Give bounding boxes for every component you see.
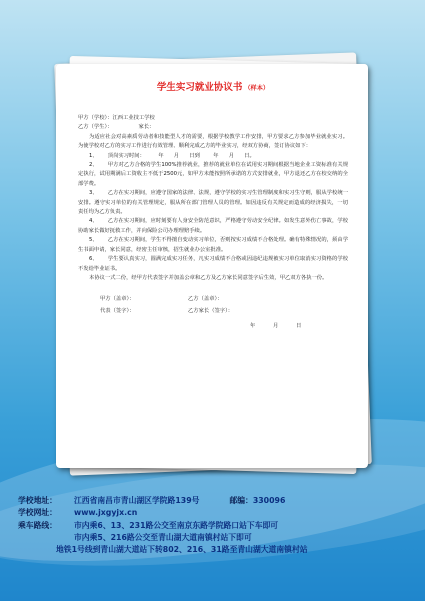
- party-a-value: 江西工业技工学校: [112, 115, 155, 121]
- route-line-2: 市内乘5、216路公交至青山湖大道南镇村站下即可: [74, 532, 252, 542]
- item-2: [78, 161, 348, 189]
- address-label: 学校地址：: [18, 496, 57, 505]
- item-text: 乙方在实习期间，应时刻要有人身安全防范意识，严格遵守劳动安全纪律。如发生意外伤亡事故，学校协助家长做好抚救工作，并向保险公司办理理赔手续。: [78, 218, 348, 234]
- closing-paragraph: 本协议一式二份，经甲方代表签字并加盖公章和乙方及乙方家长同意签字后生效，甲乙双方各执一份。: [89, 274, 328, 281]
- period-label: 顶岗实习时间：: [107, 152, 145, 159]
- item-number: 1、: [89, 152, 98, 159]
- website-link[interactable]: www.jxgyjx.cn: [74, 508, 138, 518]
- sign-year: 年: [250, 323, 256, 330]
- document-title-text: 学生实习就业协议书: [156, 82, 243, 93]
- address-row: [18, 495, 418, 507]
- route-row: [18, 520, 418, 532]
- party-b-line: [78, 123, 348, 132]
- item-number: 6、: [89, 256, 98, 263]
- signature-block: [78, 295, 348, 331]
- period-year: 年: [158, 152, 164, 159]
- representative-signature-label: 代表（签字）：: [100, 307, 135, 314]
- route-line-1: 市内乘6、13、231路公交至南京东路学院路口站下车即可: [74, 520, 279, 530]
- address-value: 江西省南昌市青山湖区学院路139号: [74, 496, 200, 505]
- period-day-end: 日。: [244, 152, 255, 159]
- party-a-label: 甲方（学校）：: [78, 115, 113, 121]
- item-number: 5、: [89, 237, 98, 244]
- route-line-3: 地铁1号线到青山湖大道站下转802、216、31路至青山湖大道南镇村站: [56, 545, 308, 555]
- item-text: 乙方在实习期间，应遵守国家的法律、法规，遵守学校的实习生管理制度和实习生守则，服从学校统一安排。遵守实习单位的有关管理规定，服从所在部门管理人员的管理。如因违反有关规定而造成的经济损失，一切责任均为乙方负责。: [78, 190, 348, 216]
- postal-value: 330096: [252, 496, 286, 505]
- parent-label: 家长：: [138, 124, 155, 131]
- parent-signature-label: 乙方家长（签字）：: [188, 307, 234, 314]
- period-year-end: 年: [213, 152, 219, 159]
- period-day-to: 日到: [189, 152, 200, 159]
- signature-row: [100, 307, 348, 316]
- agreement-document: [56, 64, 368, 468]
- document-title: [78, 82, 348, 95]
- item-4: [78, 217, 348, 236]
- item-text: 甲方对乙方合格的学生100%推荐就业，推荐的就业单位在试用实习期间根据当地企业工资标准有关规定执行，试用期满后工资收主不低于2500元，如甲方未能按照所承诺的方式安排就业，甲方退还乙方在校交纳的全部学费。: [78, 162, 348, 187]
- item-text: 学生要认真实习，圆满完成实习任务，凡实习成绩不合格或因违纪违规被实习单位取消实习资格的学校不发给毕业证书。: [78, 256, 348, 272]
- item-text: 乙方在实习期间，学生不得擅自变动实习单位，否则按实习成绩不合格处理。确有特殊情况的，须由学生书面申请，家长同意，经密主任审核，招生就业办公室批准。: [78, 237, 348, 253]
- school-contact-footer: [18, 495, 418, 556]
- party-b-label: 乙方（学生）：: [78, 124, 113, 131]
- item-number: 4、: [89, 218, 98, 225]
- period-month: 月: [173, 152, 180, 159]
- intro-paragraph: 为适应社会对高素质劳动者和技能型人才的需要，根据学校教学工作安排，甲方要求乙方参加毕业就业实习。为使学校对乙方的实习工作进行有效管理、顺利完成乙方的毕业实习，经双方协商，签订协议如下：: [78, 133, 348, 150]
- route-label: 乘车路线：: [18, 520, 57, 530]
- item-6: [78, 255, 348, 274]
- website-label: 学校网址：: [18, 508, 57, 518]
- item-number: 3、: [89, 190, 98, 197]
- party-a-seal-label: 甲方（盖章）：: [100, 296, 135, 303]
- party-a-line: [78, 114, 348, 123]
- sign-day: 日: [296, 323, 302, 330]
- seal-row: [100, 295, 348, 304]
- party-b-seal-label: 乙方（盖章）：: [188, 296, 223, 303]
- sample-tag: （样本）: [244, 85, 270, 92]
- postal-group: [229, 495, 285, 507]
- postal-label: 邮编：: [229, 496, 253, 505]
- item-3: [78, 189, 348, 217]
- item-internship-period: [78, 152, 348, 161]
- signature-date: [100, 322, 348, 331]
- website-row: [18, 507, 418, 519]
- item-5: [78, 236, 348, 255]
- item-number: 2、: [89, 162, 98, 169]
- period-month-end: 月: [228, 152, 235, 159]
- sign-month: 月: [273, 323, 279, 330]
